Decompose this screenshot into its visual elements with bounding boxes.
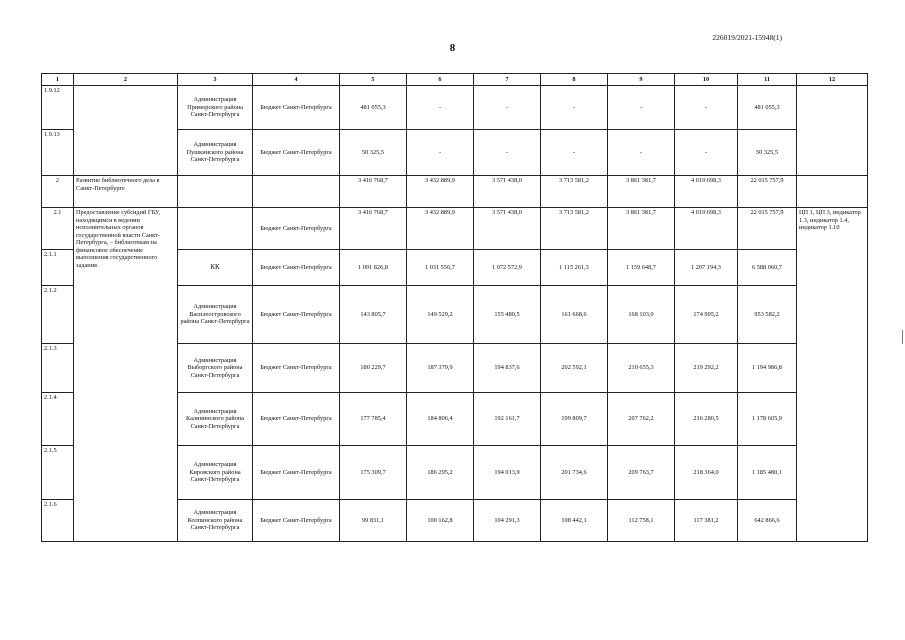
row-source: Бюджет Санкт-Петербурга [253, 130, 340, 176]
value-cell: 218 364,0 [675, 446, 738, 500]
value-cell: 180 229,7 [340, 344, 407, 393]
row-name: Развитие библиотечного дела в Санкт-Петербурге [74, 176, 178, 208]
value-cell: 3 861 381,7 [608, 208, 675, 250]
row-organization: Администрация Выборгского района Санкт-Петербурга [178, 344, 253, 393]
value-cell: - [474, 130, 541, 176]
column-header-row [42, 74, 868, 86]
table-row [42, 86, 868, 130]
value-cell: - [407, 86, 474, 130]
col-header: 9 [608, 74, 675, 86]
row-number: 2.1.1 [42, 250, 74, 286]
value-cell: 186 295,2 [407, 446, 474, 500]
value-cell: - [541, 130, 608, 176]
value-cell: 99 831,1 [340, 500, 407, 542]
value-cell: 1 115 261,3 [541, 250, 608, 286]
value-cell: - [675, 130, 738, 176]
col-header: 8 [541, 74, 608, 86]
value-cell: 50 325,5 [340, 130, 407, 176]
value-cell: 207 762,2 [608, 393, 675, 446]
row-organization: Администрация Кировского района Санкт-Петербурга [178, 446, 253, 500]
row-number: 2.1.5 [42, 446, 74, 500]
value-cell: 642 866,6 [738, 500, 797, 542]
value-cell: 1 072 572,9 [474, 250, 541, 286]
col-header: 4 [253, 74, 340, 86]
document-id: 226019/2021-15948(1) [712, 33, 782, 42]
row-number: 2.1 [42, 208, 74, 250]
value-cell: 143 805,7 [340, 286, 407, 344]
value-cell: 3 861 381,7 [608, 176, 675, 208]
value-cell: 194 013,9 [474, 446, 541, 500]
row-organization: Администрация Василеостровского района Санкт-Петербурга [178, 286, 253, 344]
row-number: 1.9.13 [42, 130, 74, 176]
value-cell: 1 091 826,8 [340, 250, 407, 286]
value-cell: 187 379,9 [407, 344, 474, 393]
row-source: Бюджет Санкт-Петербурга [253, 250, 340, 286]
row-source: Бюджет Санкт-Петербурга [253, 86, 340, 130]
value-cell: 3 416 768,7 [340, 176, 407, 208]
row-organization: Администрация Колпинского района Санкт-Петербурга [178, 500, 253, 542]
note-empty [797, 176, 868, 208]
value-cell: 177 785,4 [340, 393, 407, 446]
row-number: 2.1.4 [42, 393, 74, 446]
value-cell: 108 442,1 [541, 500, 608, 542]
table-row [42, 176, 868, 208]
note-empty [797, 86, 868, 176]
value-cell: 22 015 757,9 [738, 208, 797, 250]
margin-mark [902, 330, 903, 344]
row-organization: Администрация Приморского района Санкт-Петербурга [178, 86, 253, 130]
value-cell: 168 103,0 [608, 286, 675, 344]
value-cell: 3 571 438,0 [474, 176, 541, 208]
value-cell: 202 592,1 [541, 344, 608, 393]
value-cell: 149 529,2 [407, 286, 474, 344]
value-cell: 4 019 698,3 [675, 208, 738, 250]
value-cell: 481 055,3 [738, 86, 797, 130]
page-number: 8 [449, 42, 456, 54]
row-organization: Администрация Калининского района Санкт-Петербурга [178, 393, 253, 446]
col-header: 6 [407, 74, 474, 86]
measure-description: Предоставление субсидий ГБУ, находящимся в ведении исполнительных органов государственной власти Санкт-Петербурга, – библиотекам на финансовое обеспечение выполнения государственного задания [74, 208, 178, 542]
budget-table [41, 73, 868, 542]
value-cell: 174 995,2 [675, 286, 738, 344]
row-source: Бюджет Санкт-Петербурга [253, 286, 340, 344]
row-number: 2 [42, 176, 74, 208]
table-row [42, 208, 868, 250]
value-cell: 216 280,5 [675, 393, 738, 446]
value-cell: 210 655,3 [608, 344, 675, 393]
value-cell: 4 019 698,3 [675, 176, 738, 208]
col-header: 11 [738, 74, 797, 86]
col-header: 5 [340, 74, 407, 86]
value-cell: - [474, 86, 541, 130]
col-header: 2 [74, 74, 178, 86]
value-cell: 50 325,5 [738, 130, 797, 176]
col-header: 10 [675, 74, 738, 86]
value-cell: - [608, 130, 675, 176]
value-cell: 1 185 480,1 [738, 446, 797, 500]
value-cell: 199 809,7 [541, 393, 608, 446]
value-cell: - [541, 86, 608, 130]
value-cell: 219 292,2 [675, 344, 738, 393]
row-number: 2.1.6 [42, 500, 74, 542]
value-cell: 481 055,3 [340, 86, 407, 130]
value-cell: 6 588 060,7 [738, 250, 797, 286]
value-cell: 1 159 648,7 [608, 250, 675, 286]
value-cell: 117 381,2 [675, 500, 738, 542]
value-cell: - [608, 86, 675, 130]
row-source-empty [253, 176, 340, 208]
value-cell: 1 031 556,7 [407, 250, 474, 286]
indicator-note: ЦП 1, ЦП 3, индикатор 1.3, индикатор 1.4, индикатор 1.10 [797, 208, 868, 542]
value-cell: 175 309,7 [340, 446, 407, 500]
value-cell: 1 194 986,8 [738, 344, 797, 393]
value-cell: - [407, 130, 474, 176]
col-header: 7 [474, 74, 541, 86]
value-cell: 3 713 581,2 [541, 176, 608, 208]
row-source: Бюджет Санкт-Петербурга [253, 393, 340, 446]
value-cell: 3 432 889,9 [407, 208, 474, 250]
row-source: Бюджет Санкт-Петербурга [253, 500, 340, 542]
row-number: 2.1.2 [42, 286, 74, 344]
value-cell: 3 416 768,7 [340, 208, 407, 250]
value-cell: 3 571 438,0 [474, 208, 541, 250]
value-cell: 161 668,6 [541, 286, 608, 344]
value-cell: 104 291,3 [474, 500, 541, 542]
value-cell: 209 763,7 [608, 446, 675, 500]
row-organization-empty [178, 208, 253, 250]
value-cell: 184 806,4 [407, 393, 474, 446]
value-cell: 3 432 889,9 [407, 176, 474, 208]
value-cell: 194 837,6 [474, 344, 541, 393]
row-source: Бюджет Санкт-Петербурга [253, 344, 340, 393]
col-header: 12 [797, 74, 868, 86]
row-source: Бюджет Санкт-Петербурга [253, 208, 340, 250]
value-cell: 201 734,6 [541, 446, 608, 500]
value-cell: 3 713 581,2 [541, 208, 608, 250]
value-cell: - [675, 86, 738, 130]
value-cell: 22 015 757,9 [738, 176, 797, 208]
row-number: 2.1.3 [42, 344, 74, 393]
value-cell: 112 758,1 [608, 500, 675, 542]
value-cell: 1 178 605,9 [738, 393, 797, 446]
value-cell: 953 582,2 [738, 286, 797, 344]
row-source: Бюджет Санкт-Петербурга [253, 446, 340, 500]
col-header: 1 [42, 74, 74, 86]
value-cell: 1 207 194,3 [675, 250, 738, 286]
row-organization: Администрация Пушкинского района Санкт-Петербурга [178, 130, 253, 176]
row-organization: КК [178, 250, 253, 286]
col-header: 3 [178, 74, 253, 86]
value-cell: 155 480,5 [474, 286, 541, 344]
value-cell: 100 162,8 [407, 500, 474, 542]
row-name-empty [74, 86, 178, 176]
row-organization-empty [178, 176, 253, 208]
value-cell: 192 161,7 [474, 393, 541, 446]
row-number: 1.9.12 [42, 86, 74, 130]
